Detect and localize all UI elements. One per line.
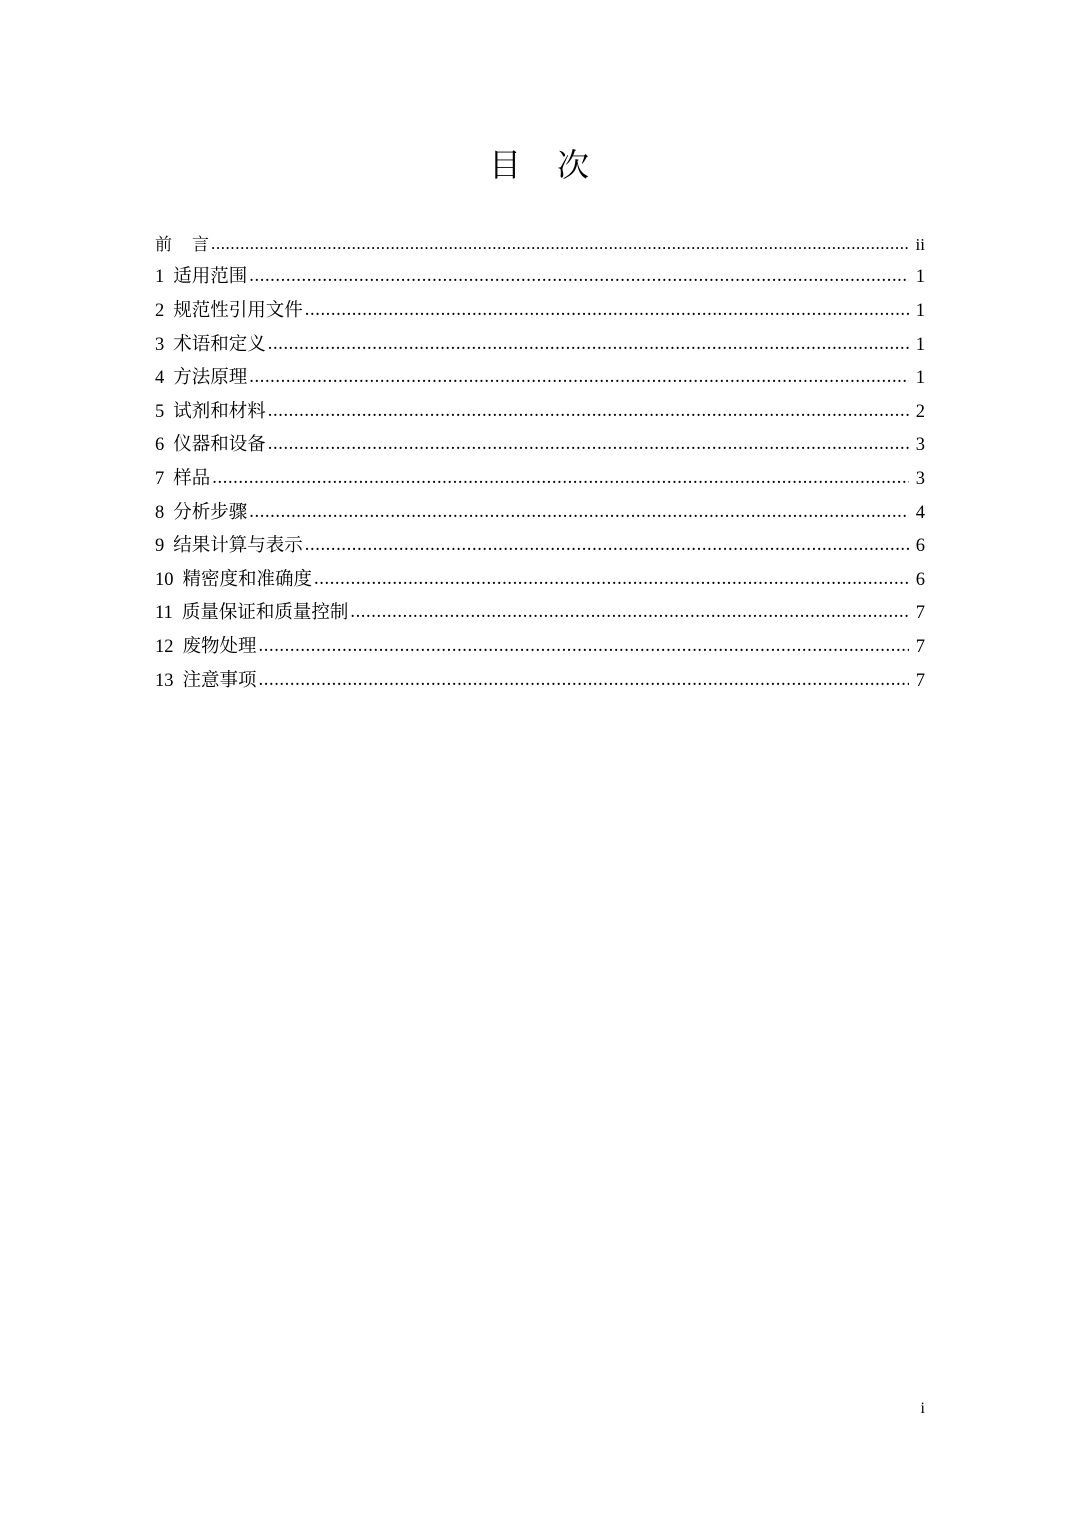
toc-entry-page: 3 [915,468,925,489]
toc-entry-2[interactable] [155,289,925,323]
toc-leader-dots [268,404,909,423]
toc-entry-label [155,602,350,624]
toc-entry-page: 7 [915,670,925,691]
toc-entry-title: 试剂和材料 [173,401,266,422]
toc-entry-5[interactable] [155,389,925,423]
page-number: i [920,1400,925,1417]
toc-entry-page: 1 [915,267,925,288]
toc-entry-title: 适用范围 [173,267,248,288]
toc-leader-dots [249,505,909,524]
toc-entry-page: 4 [915,502,925,523]
toc-entry-number: 11 [155,603,173,624]
toc-entry-number: 前 [155,234,172,254]
toc-entry-title: 仪器和设备 [173,435,266,456]
toc-entry-title: 言 [192,234,209,254]
toc-entry-number: 6 [155,435,165,456]
toc-entry-number: 1 [155,267,165,288]
toc-entry-label [155,300,305,322]
toc-leader-dots [259,640,909,659]
toc-entry-title: 质量保证和质量控制 [181,603,349,624]
toc-entry-page: 7 [915,636,925,657]
toc-leader-dots [314,572,909,591]
toc-entry-label [155,434,268,456]
toc-entry-label [155,334,268,356]
toc-entry-title: 废物处理 [182,636,257,657]
toc-entry-page: 1 [915,334,925,355]
toc-entry-label [155,401,268,423]
toc-entry-page: 2 [915,401,925,422]
toc-entry-1[interactable] [155,255,925,289]
toc-entry-page: 7 [915,603,925,624]
toc-entry-label [155,266,249,288]
toc-entry-label [155,468,212,490]
page-title-char-1: 目 [488,146,523,184]
toc-entry-label [155,235,211,255]
toc-entry-8[interactable] [155,490,925,524]
toc-entry-7[interactable] [155,457,925,491]
toc-entry-label [155,367,249,389]
toc-leader-dots [305,539,909,558]
toc-entry-label [155,636,259,658]
toc-entry-10[interactable] [155,557,925,591]
toc-entry-title: 样品 [173,468,211,489]
toc-entry-label [155,569,314,591]
toc-entry-number: 5 [155,401,165,422]
toc-leader-dots [249,270,909,289]
toc-entry-page: 1 [915,368,925,389]
toc-entry-title: 精密度和准确度 [182,569,313,590]
toc-entry-number: 3 [155,334,165,355]
toc-entry-number: 8 [155,502,165,523]
toc-leader-dots [249,371,909,390]
toc-leader-dots [268,438,909,457]
toc-entry-page: ii [915,234,925,254]
toc-entry-page: 6 [915,569,925,590]
toc-entry-number: 7 [155,468,165,489]
toc-entry-page: 1 [915,301,925,321]
toc-entry-title: 规范性引用文件 [173,301,303,321]
toc-entry-number: 13 [155,670,174,691]
toc-entry-number: 2 [155,301,165,321]
toc-entry-label [155,670,259,692]
toc-entry-number: 12 [155,636,174,657]
page-title-char-2: 次 [557,146,592,184]
toc-entry-title: 分析步骤 [173,502,248,523]
toc-entry-label [155,535,305,557]
toc-leader-dots [350,606,909,625]
toc-entry-number: 4 [155,368,165,389]
toc-entry-title: 结果计算与表示 [173,536,303,557]
page-title [0,140,1080,186]
toc-entry-title: 术语和定义 [173,334,266,355]
toc-leader-dots [259,673,909,692]
toc-entry-page: 3 [915,435,925,456]
toc-entry-9[interactable] [155,524,925,558]
toc-entry-page: 6 [915,536,925,557]
toc-entry-title: 方法原理 [173,368,248,389]
toc-entry-label [155,502,249,524]
toc-leader-dots [305,304,909,323]
toc-leader-dots [268,337,909,356]
toc-entry-13[interactable] [155,658,925,692]
toc-entry-number: 10 [155,569,174,590]
toc-leader-dots [212,472,909,491]
toc-entry-foreword[interactable] [155,222,925,255]
toc-entry-4[interactable] [155,356,925,390]
toc-entry-6[interactable] [155,423,925,457]
table-of-contents [155,222,925,692]
toc-entry-12[interactable] [155,625,925,659]
toc-entry-11[interactable] [155,591,925,625]
toc-entry-3[interactable] [155,322,925,356]
page-footer [0,1400,1080,1418]
toc-entry-number: 9 [155,536,165,557]
toc-entry-title: 注意事项 [182,670,257,691]
toc-leader-dots [211,238,909,255]
